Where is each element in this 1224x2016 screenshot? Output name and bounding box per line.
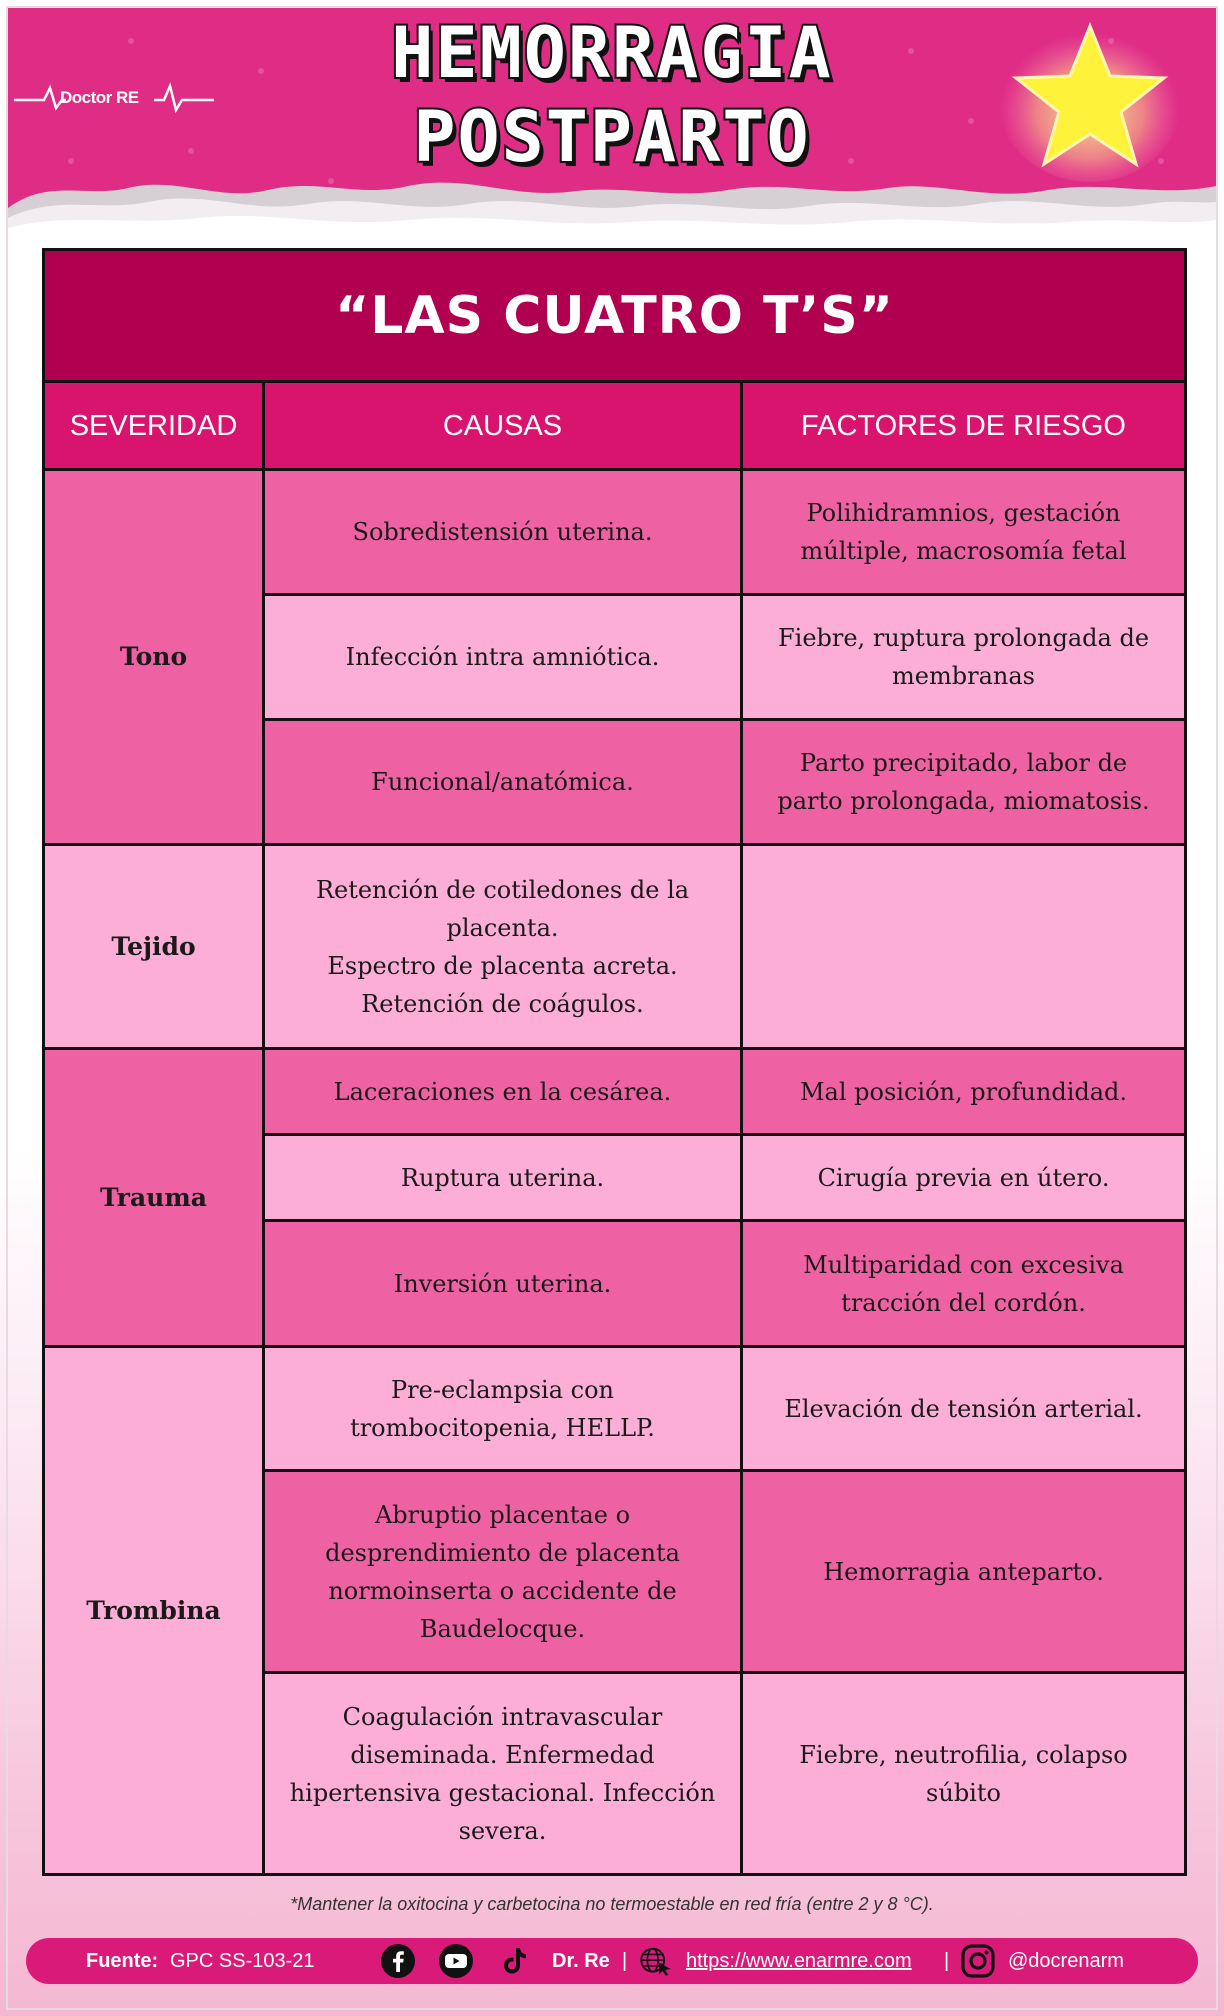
risk-cell: Hemorragia anteparto. [742,1471,1186,1673]
page-title-line-1: HEMORRAGIA [391,12,833,94]
four-ts-table [42,248,1184,1876]
cause-cell: Coagulación intravascular diseminada. Enfermedad hipertensiva gestacional. Infección severa. [264,1673,742,1875]
tiktok-icon[interactable] [496,1943,532,1979]
column-header-causes: CAUSAS [264,382,742,470]
cause-cell: Pre-eclampsia con trombocitopenia, HELLP. [264,1347,742,1471]
risk-cell: Polihidramnios, gestación múltiple, macrosomía fetal [742,470,1186,595]
website-link[interactable]: https://www.enarmre.com [686,1950,912,1972]
risk-cell: Elevación de tensión arterial. [742,1347,1186,1471]
severity-cell-tejido: Tejido [44,845,264,1049]
globe-cursor-icon [638,1943,674,1979]
facebook-icon[interactable] [380,1943,416,1979]
risk-cell: Cirugía previa en útero. [742,1135,1186,1221]
cause-cell: Infección intra amniótica. [264,595,742,720]
separator: | [622,1950,628,1972]
star-icon [1000,12,1180,182]
risk-cell: Mal posición, profundidad. [742,1049,1186,1135]
instagram-icon[interactable] [960,1943,996,1979]
cause-cell: Abruptio placentae o desprendimiento de placenta normoinserta o accidente de Baudelocque. [264,1471,742,1673]
instagram-handle[interactable]: @docrenarm [1008,1950,1124,1972]
column-header-risk-factors: FACTORES DE RIESGO [742,382,1186,470]
footer-bar [26,1938,1198,1984]
risk-cell: Fiebre, neutrofilia, colapso súbito [742,1673,1186,1875]
cause-cell: Funcional/anatómica. [264,720,742,845]
cause-cell: Inversión uterina. [264,1221,742,1347]
author-name: Dr. Re [552,1950,610,1972]
table-title: “LAS CUATRO T’S” [44,250,1186,382]
severity-cell-tono: Tono [44,470,264,845]
cause-line: Retención de coágulos. [361,989,644,1018]
severity-cell-trauma: Trauma [44,1049,264,1347]
source-label: Fuente: [86,1950,159,1972]
logo-text: Doctor RE [60,88,139,107]
source-value: GPC SS-103-21 [170,1950,315,1972]
separator: | [944,1950,950,1972]
cause-cell: Sobredistensión uterina. [264,470,742,595]
cause-cell [264,845,742,1049]
cause-cell: Ruptura uterina. [264,1135,742,1221]
footnote: *Mantener la oxitocina y carbetocina no termoestable en red fría (entre 2 y 8 °C). [290,1894,934,1914]
column-header-severity: SEVERIDAD [44,382,264,470]
risk-cell-empty [742,845,1186,1049]
youtube-icon[interactable] [438,1943,474,1979]
page-title-line-2: POSTPARTO [413,96,811,178]
risk-cell: Parto precipitado, labor de parto prolongada, miomatosis. [742,720,1186,845]
risk-cell: Fiebre, ruptura prolongada de membranas [742,595,1186,720]
cause-cell: Laceraciones en la cesárea. [264,1049,742,1135]
cause-line: Retención de cotiledones de la placenta. [315,875,690,942]
risk-cell: Multiparidad con excesiva tracción del cordón. [742,1221,1186,1347]
severity-cell-trombina: Trombina [44,1347,264,1875]
cause-line: Espectro de placenta acreta. [327,951,678,980]
